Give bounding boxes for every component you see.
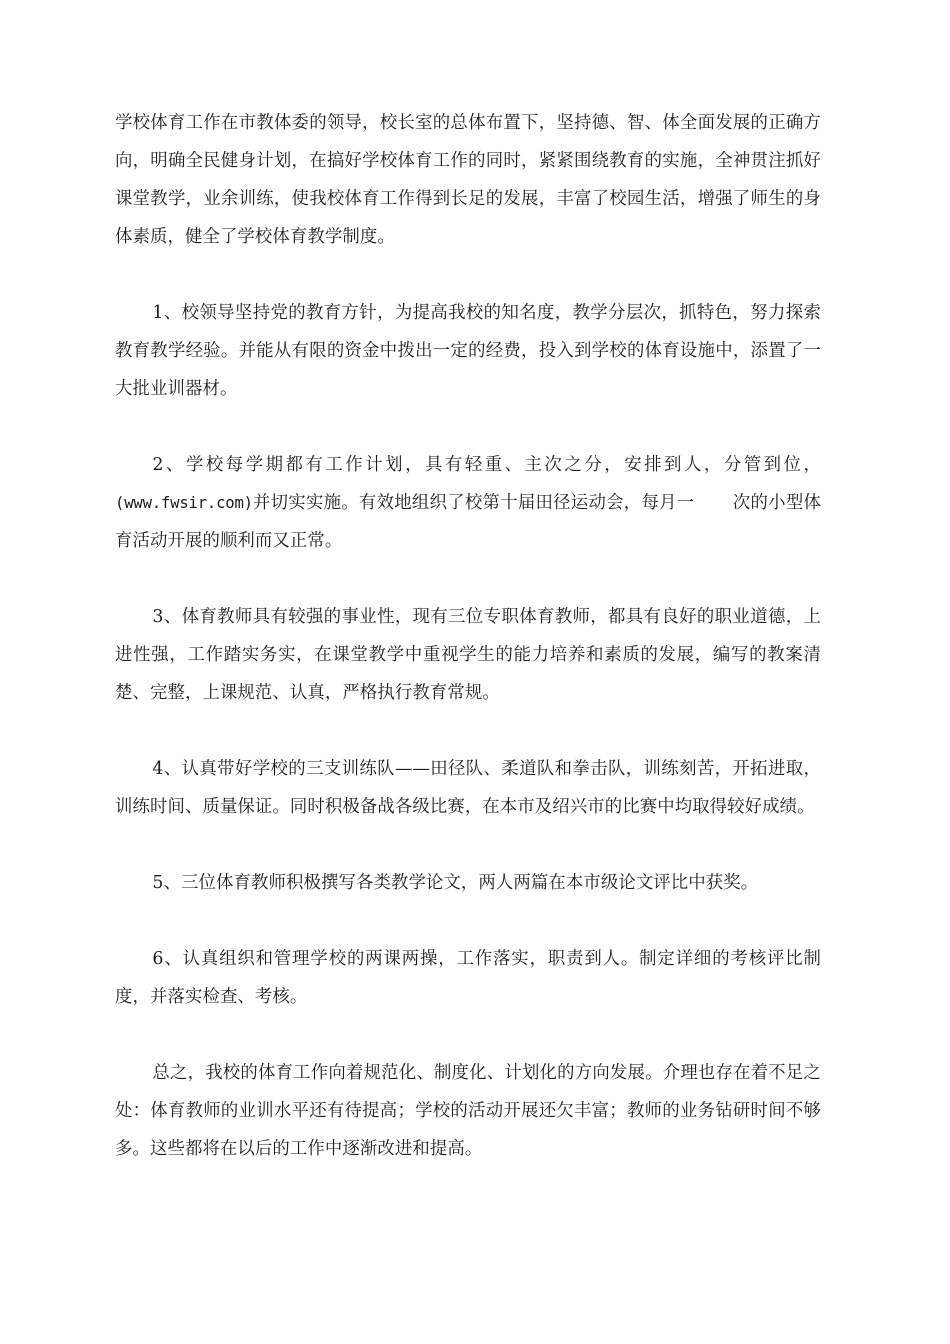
paragraph-item-3: 3、体育教师具有较强的事业性，现有三位专职体育教师，都具有良好的职业道德，上进性强，工作踏实务实，在课堂教学中重视学生的能力培养和素质的发展，编写的教案清楚、完整，上课规范、认真，严格执行教育常规。 [115,607,821,703]
paragraph-item-4: 4、认真带好学校的三支训练队——田径队、柔道队和拳击队，训练刻苦，开拓进取，训练时间、质量保证。同时积极备战各级比赛，在本市及绍兴市的比赛中均取得较好成绩。 [115,759,821,817]
paragraph-conclusion: 总之，我校的体育工作向着规范化、制度化、计划化的方向发展。介理也存在着不足之处：体育教师的业训水平还有待提高；学校的活动开展还欠丰富；教师的业务钻研时间不够多。这些都将在以后的工作中逐渐改进和提高。 [115,1063,821,1159]
paragraph-item-2-part-3: 次的小型体育活动开展的顺利而又正常。 [115,493,821,551]
paragraph-item-5: 5、三位体育教师积极撰写各类教学论文，两人两篇在本市级论文评比中获奖。 [152,873,759,893]
source-url-text: (www.fwsir.com) [115,494,253,512]
document-text-column [115,104,821,1168]
paragraph-intro: 学校体育工作在市教体委的领导，校长室的总体布置下，坚持德、智、体全面发展的正确方向，明确全民健身计划，在搞好学校体育工作的同时，紧紧围绕教育的实施，全神贯注抓好课堂教学，业余训练，使我校体育工作得到长足的发展，丰富了校园生活，增强了师生的身体素质，健全了学校体育教学制度。 [115,113,821,247]
paragraph-item-2-part-2: 并切实实施。有效地组织了校第十届田径运动会，每月一 [252,493,695,513]
paragraph-item-2-part-1: 2、学校每学期都有工作计划，具有轻重、主次之分，安排到人，分管到位， [152,455,821,475]
paragraph-item-6: 6、认真组织和管理学校的两课两操，工作落实，职责到人。制定详细的考核评比制度，并落实检查、考核。 [115,949,821,1007]
paragraph-item-2 [115,446,821,560]
paragraph-item-1: 1、校领导坚持党的教育方针，为提高我校的知名度，教学分层次，抓特色，努力探索教育教学经验。并能从有限的资金中拨出一定的经费，投入到学校的体育设施中，添置了一大批业训器材。 [115,303,821,399]
